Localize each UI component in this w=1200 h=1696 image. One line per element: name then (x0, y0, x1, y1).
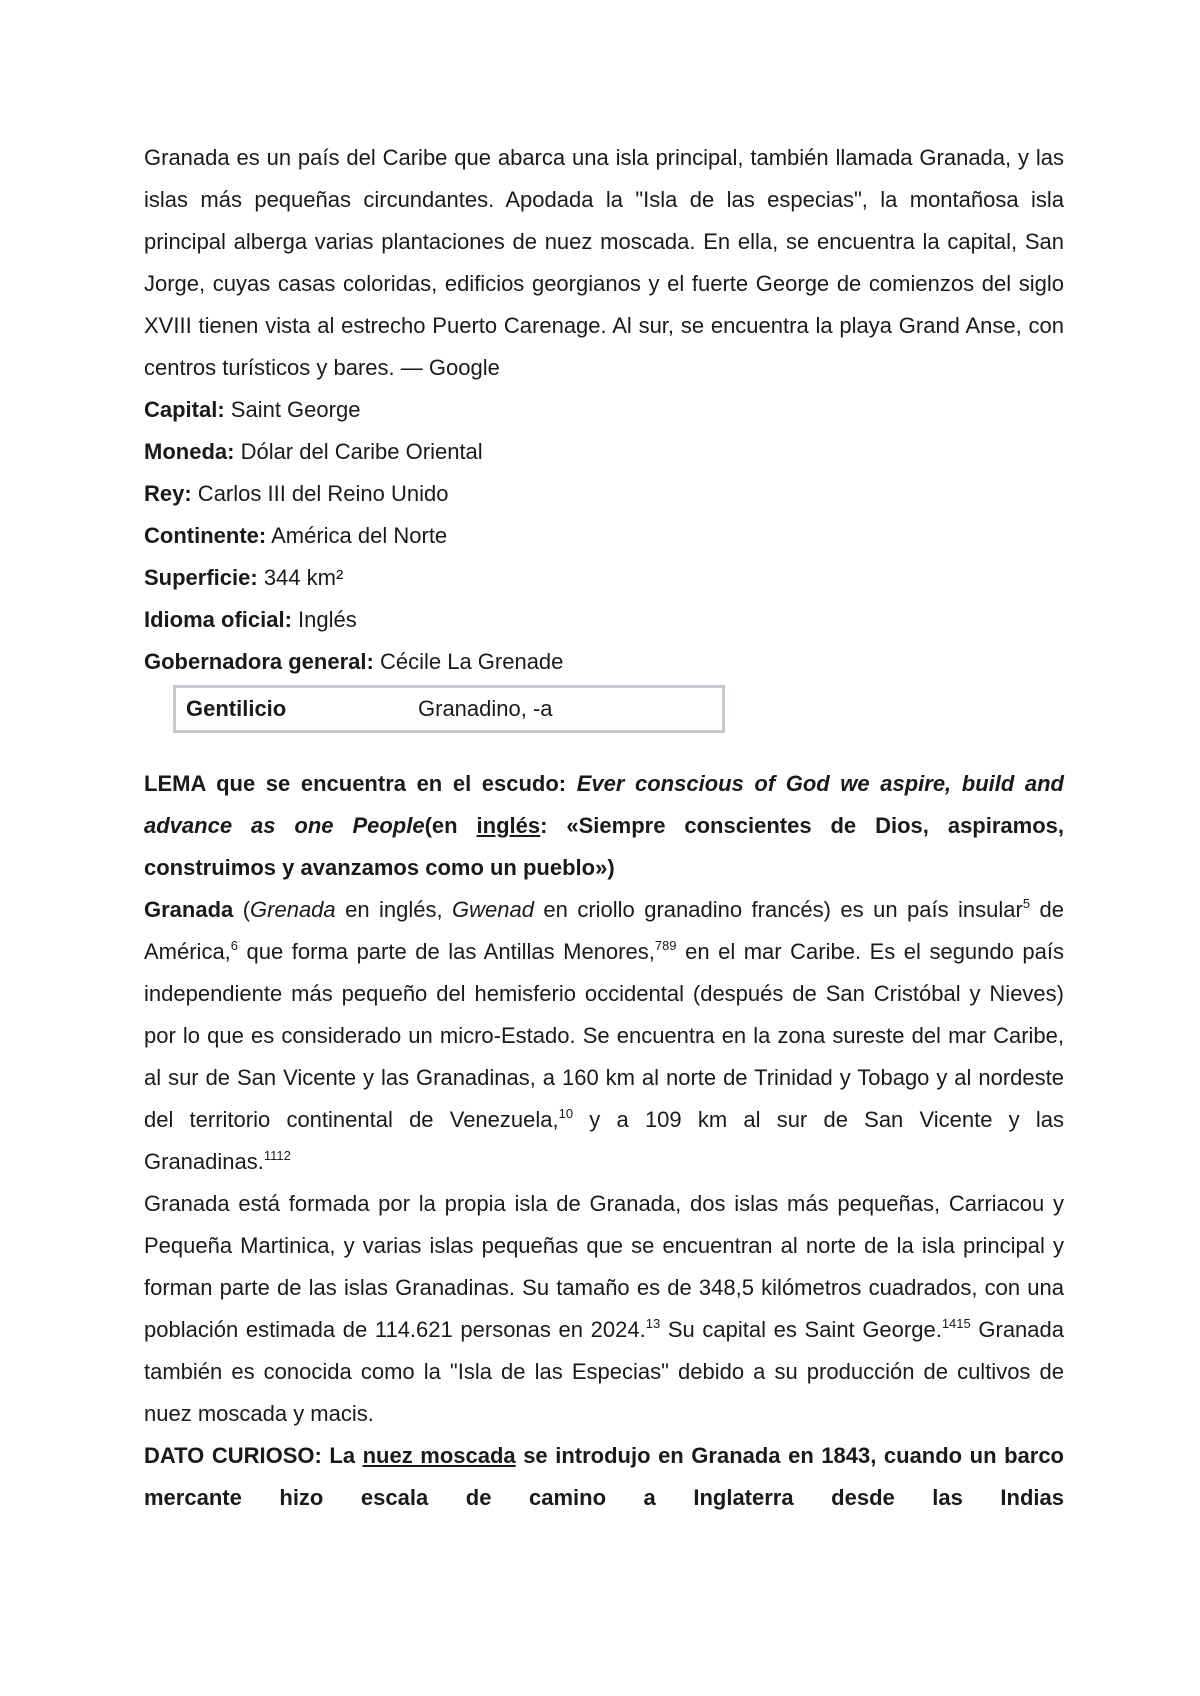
fact-value: Inglés (291, 607, 357, 632)
fact-superficie (144, 557, 1064, 599)
lema-lead: LEMA que se encuentra en el escudo: (144, 771, 577, 796)
nuez-moscada-link[interactable]: nuez moscada (362, 1443, 516, 1468)
lema-open: (en (424, 813, 477, 838)
geography-paragraph (144, 1183, 1064, 1435)
fact-label: Gobernadora general: (144, 649, 374, 674)
fact-label: Continente: (144, 523, 267, 548)
fact-value: Dólar del Caribe Oriental (234, 439, 483, 464)
fact-label: Superficie: (144, 565, 258, 590)
fact-label: Capital: (144, 397, 225, 422)
text-run: Granada está formada por la propia isla de Granada, dos islas más pequeñas, Carriacou y Pequeña Martinica, y varias islas pequeñas que se encuentran al norte de la isla principal y forman parte de las islas Granadinas. Su tamaño es de 348,5 kilómetros cuadrados, con una población estimada de 114.621 personas en 2024. (144, 1191, 1064, 1342)
fact-value: 344 km² (257, 565, 344, 590)
dato-curioso-paragraph (144, 1435, 1064, 1519)
text-run: Su capital es Saint George. (660, 1317, 942, 1342)
fact-value: Cécile La Grenade (373, 649, 564, 674)
fact-value: América del Norte (266, 523, 448, 548)
footnote-ref-789[interactable]: 789 (654, 938, 677, 953)
text-run: ( (233, 897, 251, 922)
fact-rey (144, 473, 1064, 515)
text-run: que forma parte de las Antillas Menores, (238, 939, 655, 964)
text-run: de América, (144, 897, 1064, 964)
fact-continente (144, 515, 1064, 557)
fact-idioma (144, 599, 1064, 641)
grenada-name: Grenada (250, 897, 336, 922)
text-run: en criollo granadino francés) es un país insular (533, 897, 1023, 922)
fact-value: Carlos III del Reino Unido (191, 481, 449, 506)
gwenad-name: Gwenad (452, 897, 534, 922)
dato-rest: se introdujo en Granada en 1843, cuando un barco mercante hizo escala de camino a Inglaterra desde las Indias (144, 1443, 1064, 1510)
document-page (144, 137, 1064, 1519)
granada-paragraph (144, 889, 1064, 1183)
intro-paragraph: Granada es un país del Caribe que abarca una isla principal, también llamada Granada, y las islas más pequeñas circundantes. Apodada la "Isla de las especias", la montañosa isla principal alberga varias plantaciones de nuez moscada. En ella, se encuentra la capital, San Jorge, cuyas casas coloridas, edificios georgianos y el fuerte George de comienzos del siglo XVIII tienen vista al estrecho Puerto Carenage. Al sur, se encuentra la playa Grand Anse, con centros turísticos y bares. — Google (144, 145, 1064, 380)
fact-capital (144, 389, 1064, 431)
footnote-ref-1112[interactable]: 1112 (263, 1148, 291, 1163)
fact-label: Rey: (144, 481, 192, 506)
fact-label: Moneda: (144, 439, 235, 464)
text-run: en el mar Caribe. Es el segundo país independiente más pequeño del hemisferio occidental (después de San Cristóbal y Nieves) por lo que es considerado un micro-Estado. Se encuentra en la zona sureste del mar Caribe, al sur de San Vicente y las Granadinas, a 160 km al norte de Trinidad y Tobago y al nordeste del territorio continental de Venezuela, (144, 939, 1064, 1132)
granada-name: Granada (144, 897, 234, 922)
gentilicio-label: Gentilicio (186, 696, 287, 721)
dato-lead: DATO CURIOSO: La (144, 1443, 363, 1468)
footnote-ref-5[interactable]: 5 (1022, 896, 1031, 911)
lema-paragraph (144, 763, 1064, 889)
footnote-ref-1415[interactable]: 1415 (941, 1316, 971, 1331)
footnote-ref-6[interactable]: 6 (230, 938, 239, 953)
footnote-ref-13[interactable]: 13 (645, 1316, 661, 1331)
fact-moneda (144, 431, 1064, 473)
ingles-link[interactable]: inglés (476, 813, 541, 838)
lema-motto: Ever conscious of God we aspire, build and advance as one People (144, 771, 1064, 838)
fact-value: Saint George (224, 397, 361, 422)
fact-label: Idioma oficial: (144, 607, 292, 632)
text-run: en inglés, (335, 897, 453, 922)
facts-list (144, 389, 1064, 683)
footnote-ref-10[interactable]: 10 (558, 1106, 574, 1121)
text-run: Granada también es conocida como la "Isla de las Especias" debido a su producción de cultivos de nuez moscada y macis. (144, 1317, 1064, 1426)
gentilicio-value: Granadino, -a (418, 696, 553, 721)
text-run: y a 109 km al sur de San Vicente y las Granadinas. (144, 1107, 1064, 1174)
fact-gobernadora (144, 641, 1064, 683)
gentilicio-table (173, 685, 725, 733)
lema-translation: : «Siempre conscientes de Dios, aspiramos, construimos y avanzamos como un pueblo») (144, 813, 1064, 880)
